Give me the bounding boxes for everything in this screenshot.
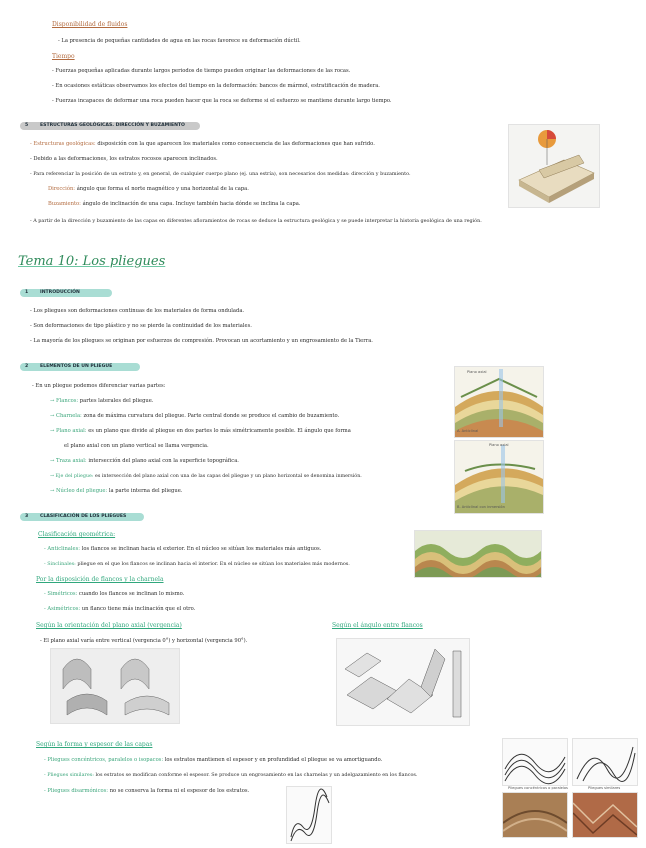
element-item	[50, 488, 182, 495]
term-label: - Asimétricos:	[44, 606, 81, 612]
figure-caption: B. Anticlinal con inmersión	[457, 505, 505, 509]
term-label: - Pliegues disarmónicos:	[44, 788, 109, 794]
term-label: - Sinclinales:	[44, 561, 76, 567]
bullet-dip	[48, 201, 300, 208]
section-title: INTRODUCCIÓN	[40, 290, 80, 295]
concentric-fold-photo	[502, 792, 568, 838]
text-line: - Fuerzas incapaces de deformar una roca pueden hacer que la roca se deforme si el esfuerzo se mantiene durante largo tiempo.	[52, 98, 392, 104]
class-item	[44, 606, 195, 613]
term-label: → Plano axial:	[50, 428, 87, 434]
term-label: Dirección:	[48, 186, 76, 192]
anticline-diagram	[454, 366, 544, 438]
text-line: - El plano axial varía entre vertical (vergencia 0°) y horizontal (vergencia 90°).	[40, 638, 248, 644]
class-item	[44, 788, 249, 795]
section-number: 1	[25, 290, 29, 295]
text-line: - Fuerzas pequeñas aplicadas durante largos periodos de tiempo pueden originar las deformaciones de las rocas.	[52, 68, 351, 74]
concentric-fold-sketch	[502, 738, 568, 786]
term-label: Buzamiento:	[48, 201, 81, 207]
text-line: - En ocasiones estáticas observamos los efectos del tiempo en la deformación: bancos de mármol, estratificación de madera.	[52, 83, 380, 89]
similar-fold-photo	[572, 792, 638, 838]
text-line: - A partir de la dirección y buzamiento de las capas en diferentes afloramientos de rocas se deduce la estructura geológica y se puede interpretar la historia geológica de una región.	[30, 218, 482, 224]
term-text: los estratos mantienen el espesor y en profundidad el pliegue se va amortiguando.	[164, 757, 383, 763]
term-label: - Pliegues concéntricos, paralelos o isopacos:	[44, 757, 164, 763]
subheading-flanks: Por la disposición de flancos y la charnela	[36, 576, 164, 583]
disharmonic-fold-sketch	[286, 786, 332, 844]
term-text: zona de máxima curvatura del pliegue. Parte central donde se produce el cambio de buzamiento.	[83, 413, 340, 419]
term-label: - Anticlinales:	[44, 546, 81, 552]
text-line: - Para referenciar la posición de un estrato y, en general, de cualquier cuerpo plano (ej. una estría), son necesarios dos medidas: dirección y buzamiento.	[30, 171, 411, 177]
class-item	[44, 561, 350, 568]
figure-caption: Pliegues concéntricos o paralelos	[508, 786, 568, 790]
section-title: ELEMENTOS DE UN PLIEGUE	[40, 364, 113, 369]
element-item	[50, 398, 153, 405]
interlimb-angle-diagram	[336, 638, 470, 726]
term-text: los estratos se modifican conforme el espesor. Se produce un engrosamiento en las charnelas y un adelgazamiento en los flancos.	[95, 772, 418, 778]
vergence-diagram	[50, 648, 180, 724]
term-text: los flancos se inclinan hacia el exterior. En el núcleo se sitúan los materiales más antiguos.	[81, 546, 322, 552]
folds-terrain-diagram	[414, 530, 542, 578]
term-text: es un plano que divide al pliegue en dos partes lo más simétricamente posible. El ángulo que forma	[88, 428, 351, 434]
figure-caption: A. Anticlinal	[457, 429, 479, 433]
subheading-shape: Según la forma y espesor de las capas	[36, 741, 153, 748]
term-label: → Eje del pliegue:	[50, 474, 94, 479]
text-line: - La mayoría de los pliegues se originan por esfuerzos de compresión. Provocan un acortamiento y un engrosamiento de la Tierra.	[30, 338, 373, 344]
figure-caption: Pliegues similares	[588, 786, 621, 790]
term-text: intersección del plano axial con la superficie topográfica.	[88, 458, 239, 464]
term-text: ángulo de inclinación de una capa. Incluye también hacia dónde se inclina la capa.	[82, 201, 301, 207]
term-label: → Traza axial:	[50, 458, 87, 464]
chapter-title: Tema 10: Los pliegues	[18, 254, 166, 269]
section-number: 3	[25, 514, 29, 519]
section-title: ESTRUCTURAS GEOLÓGICAS. DIRECCIÓN Y BUZAMIENTO	[40, 123, 185, 128]
section-title: CLASIFICACIÓN DE LOS PLIEGUES	[40, 514, 127, 519]
term-label: - Pliegues similares:	[44, 772, 94, 778]
bullet-structures	[30, 141, 375, 148]
heading-time: Tiempo	[52, 53, 75, 60]
term-text: pliegue en el que los flancos se inclinan hacia el interior. En el núcleo se sitúan los materiales más modernos.	[77, 561, 350, 567]
section-2-header	[20, 363, 140, 371]
heading-fluids: Disponibilidad de fluidos	[52, 21, 128, 28]
figure-label: Plano axial	[467, 370, 487, 374]
text-line: - En un pliegue podemos diferenciar varias partes:	[32, 383, 166, 389]
class-item	[44, 772, 418, 779]
strike-dip-diagram	[508, 124, 600, 208]
text-line: - Los pliegues son deformaciones continuas de los materiales de forma ondulada.	[30, 308, 245, 314]
element-item	[50, 413, 339, 420]
subheading-angle: Según el ángulo entre flancos	[332, 622, 423, 629]
term-text: partes laterales del pliegue.	[79, 398, 154, 404]
term-label: → Núcleo del pliegue:	[50, 488, 108, 494]
section-3-header	[20, 513, 144, 521]
element-item	[50, 473, 362, 480]
text-line: - Debido a las deformaciones, los estratos rocosos aparecen inclinados.	[30, 156, 218, 162]
text-line: - Son deformaciones de tipo plástico y no se pierde la continuidad de los materiales.	[30, 323, 252, 329]
bullet-direction	[48, 186, 249, 193]
term-text: es intersección del plano axial con una de las capas del pliegue y un plano horizontal se denomina inmersión.	[95, 474, 362, 479]
subheading-geometric: Clasificación geométrica:	[38, 531, 116, 538]
term-text: ángulo que forma el norte magnético y una horizontal de la capa.	[76, 186, 249, 192]
section-number: 5	[25, 123, 29, 128]
class-item	[44, 591, 184, 598]
term-text: la parte interna del pliegue.	[108, 488, 183, 494]
element-item	[50, 458, 239, 465]
term-text: un flanco tiene más inclinación que el otro.	[81, 606, 196, 612]
plunging-anticline-diagram	[454, 440, 544, 514]
similar-fold-sketch	[572, 738, 638, 786]
text-line: - La presencia de pequeñas cantidades de agua en las rocas favorece su deformación dúctil.	[58, 38, 301, 44]
section-5-header	[20, 122, 200, 130]
term-label: → Flancos:	[50, 398, 79, 404]
term-text: el plano axial con un plano vertical se llama vergencia.	[64, 443, 209, 449]
term-text: disposición con la que aparecen los materiales como consecuencia de las deformaciones que han sufrido.	[97, 141, 375, 147]
class-item	[44, 757, 382, 764]
figure-label: Plano axial	[489, 443, 509, 447]
class-item	[44, 546, 321, 553]
term-text: cuando los flancos se inclinan lo mismo.	[78, 591, 185, 597]
element-item	[50, 428, 351, 435]
subheading-vergence: Según la orientación del plano axial (vergencia)	[36, 622, 182, 629]
term-text: no se conserva la forma ni el espesor de los estratos.	[109, 788, 250, 794]
section-number: 2	[25, 364, 29, 369]
term-label: - Simétricos:	[44, 591, 78, 597]
term-label: - Estructuras geológicas:	[30, 141, 96, 147]
element-item	[64, 443, 209, 450]
term-label: → Charnela:	[50, 413, 82, 419]
section-1-header	[20, 289, 112, 297]
